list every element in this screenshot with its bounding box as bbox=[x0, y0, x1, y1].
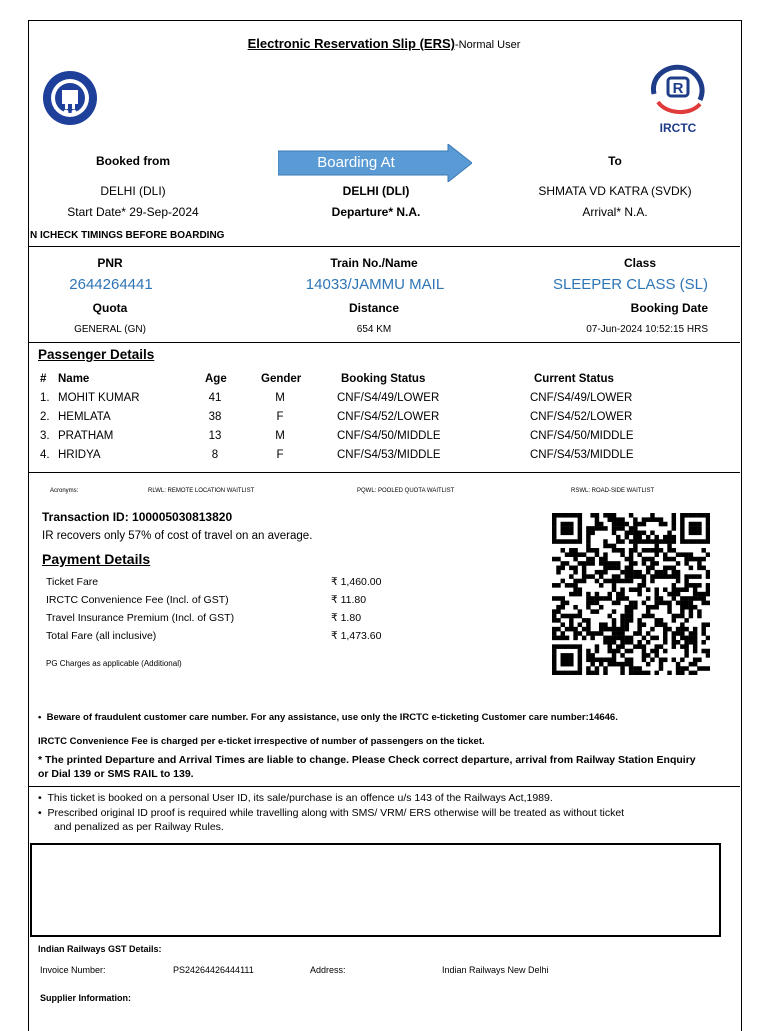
arrival-time: Arrival* N.A. bbox=[582, 205, 648, 219]
advertisement-box bbox=[30, 843, 721, 937]
passenger-age: 41 bbox=[208, 392, 222, 404]
address-label: Address: bbox=[310, 965, 346, 975]
invoice-number: PS24264426444111 bbox=[173, 965, 254, 975]
passenger-name: HEMLATA bbox=[58, 411, 111, 423]
passenger-current-status: CNF/S4/52/LOWER bbox=[530, 411, 633, 423]
booked-from-label: Booked from bbox=[95, 154, 170, 168]
class-value: SLEEPER CLASS (SL) bbox=[552, 276, 708, 293]
id-proof-text-line2: and penalized as per Railway Rules. bbox=[54, 821, 224, 833]
bullet-icon: • bbox=[38, 712, 47, 723]
passenger-name: PRATHAM bbox=[58, 430, 114, 442]
quota-label: Quota bbox=[92, 301, 128, 315]
ers-subtitle: -Normal User bbox=[454, 39, 521, 51]
check-timings-note: N ICHECK TIMINGS BEFORE BOARDING bbox=[30, 230, 225, 241]
passenger-name: MOHIT KUMAR bbox=[58, 392, 140, 404]
payment-label-convenience-fee: IRCTC Convenience Fee (Incl. of GST) bbox=[46, 594, 229, 606]
passenger-current-status: CNF/S4/50/MIDDLE bbox=[530, 430, 634, 442]
payment-amount-convenience-fee: ₹ 11.80 bbox=[331, 594, 367, 606]
times-notice-line1: * The printed Departure and Arrival Times are liable to change. Please Check correct departure, arrival from Railway Station Enquiry bbox=[38, 754, 696, 766]
acronym-rlwl: RLWL: REMOTE LOCATION WAITLIST bbox=[148, 488, 255, 494]
quota-value: GENERAL (GN) bbox=[74, 324, 146, 335]
passenger-no: 1. bbox=[40, 392, 50, 404]
divider bbox=[28, 472, 740, 473]
bullet-icon: • bbox=[38, 807, 48, 819]
payment-label-insurance: Travel Insurance Premium (Incl. of GST) bbox=[46, 612, 235, 624]
booking-date-label: Booking Date bbox=[630, 301, 708, 315]
irctc-logo-text: IRCTC bbox=[659, 121, 697, 135]
col-header-name: Name bbox=[58, 373, 90, 385]
col-header-no: # bbox=[40, 373, 47, 385]
acronym-rswl: RSWL: ROAD-SIDE WAITLIST bbox=[571, 488, 655, 494]
train-value: 14033/JAMMU MAIL bbox=[305, 276, 445, 293]
col-header-booking-status: Booking Status bbox=[341, 373, 426, 385]
passenger-no: 2. bbox=[40, 411, 50, 423]
to-station: SHMATA VD KATRA (SVDK) bbox=[538, 184, 692, 198]
col-header-age: Age bbox=[205, 373, 227, 385]
divider bbox=[28, 342, 740, 343]
passenger-name: HRIDYA bbox=[58, 449, 101, 461]
pnr-value: 2644264441 bbox=[69, 276, 153, 293]
train-label: Train No./Name bbox=[330, 256, 418, 270]
boarding-at-label: Boarding At bbox=[317, 154, 395, 171]
departure-time: Departure* N.A. bbox=[331, 205, 421, 219]
pg-charges-note: PG Charges as applicable (Additional) bbox=[46, 659, 182, 668]
divider bbox=[28, 246, 740, 247]
times-notice-line2: or Dial 139 or SMS RAIL to 139. bbox=[38, 768, 194, 780]
from-station: DELHI (DLI) bbox=[100, 184, 166, 198]
to-label: To bbox=[608, 154, 622, 168]
payment-label-total: Total Fare (all inclusive) bbox=[46, 630, 157, 642]
id-proof-text-line1: Prescribed original ID proof is required while travelling along with SMS/ VRM/ ERS otherwise will be treated as without ticket bbox=[47, 807, 625, 819]
personal-id-text: This ticket is booked on a personal User ID, its sale/purchase is an offence u/s 143 of the Railways Act,1989. bbox=[47, 792, 553, 804]
passenger-gender: F bbox=[276, 449, 284, 461]
indian-railways-logo bbox=[42, 70, 98, 126]
acronyms-label: Acronyms: bbox=[50, 488, 79, 494]
start-date: Start Date* 29-Sep-2024 bbox=[67, 205, 199, 219]
divider bbox=[28, 786, 740, 787]
passenger-gender: M bbox=[275, 430, 285, 442]
invoice-label: Invoice Number: bbox=[40, 965, 106, 975]
fraud-notice bbox=[38, 712, 618, 723]
personal-id-notice bbox=[38, 792, 553, 804]
recovery-note: IR recovers only 57% of cost of travel on an average. bbox=[42, 530, 313, 542]
passenger-booking-status: CNF/S4/50/MIDDLE bbox=[337, 430, 441, 442]
distance-value: 654 KM bbox=[356, 324, 392, 335]
irctc-logo bbox=[646, 60, 710, 136]
passenger-current-status: CNF/S4/49/LOWER bbox=[530, 392, 633, 404]
payment-details-title: Payment Details bbox=[42, 551, 151, 567]
svg-text:R: R bbox=[672, 80, 684, 97]
pnr-label: PNR bbox=[97, 256, 123, 270]
acronym-pqwl: PQWL: POOLED QUOTA WAITLIST bbox=[357, 488, 455, 494]
supplier-info-label: Supplier Information: bbox=[40, 993, 131, 1003]
passenger-booking-status: CNF/S4/53/MIDDLE bbox=[337, 449, 441, 461]
passenger-current-status: CNF/S4/53/MIDDLE bbox=[530, 449, 634, 461]
payment-amount-ticket-fare: ₹ 1,460.00 bbox=[331, 576, 382, 588]
fraud-notice-text: Beware of fraudulent customer care number. For any assistance, use only the IRCTC e-ticketing Customer care number:14646. bbox=[46, 712, 618, 723]
address-value: Indian Railways New Delhi bbox=[442, 965, 549, 975]
bullet-icon: • bbox=[38, 792, 48, 804]
passenger-booking-status: CNF/S4/49/LOWER bbox=[337, 392, 440, 404]
qr-code bbox=[552, 513, 710, 675]
gst-title: Indian Railways GST Details: bbox=[38, 944, 162, 954]
passenger-no: 3. bbox=[40, 430, 50, 442]
convenience-notice: IRCTC Convenience Fee is charged per e-ticket irrespective of number of passengers on the ticket. bbox=[38, 736, 485, 747]
ers-header bbox=[0, 36, 768, 51]
ers-title: Electronic Reservation Slip (ERS) bbox=[247, 36, 455, 51]
passenger-no: 4. bbox=[40, 449, 50, 461]
passenger-gender: F bbox=[276, 411, 284, 423]
payment-amount-total: ₹ 1,473.60 bbox=[331, 630, 382, 642]
boarding-station: DELHI (DLI) bbox=[342, 184, 410, 198]
passenger-age: 13 bbox=[208, 430, 222, 442]
booking-date-value: 07-Jun-2024 10:52:15 HRS bbox=[586, 324, 708, 335]
col-header-current-status: Current Status bbox=[534, 373, 614, 385]
distance-label: Distance bbox=[348, 301, 400, 315]
passenger-booking-status: CNF/S4/52/LOWER bbox=[337, 411, 440, 423]
transaction-id: Transaction ID: 100005030813820 bbox=[42, 510, 233, 524]
payment-label-ticket-fare: Ticket Fare bbox=[46, 576, 99, 588]
id-proof-notice bbox=[38, 807, 624, 819]
col-header-gender: Gender bbox=[261, 373, 302, 385]
class-label: Class bbox=[623, 256, 657, 270]
passenger-gender: M bbox=[275, 392, 285, 404]
passenger-age: 38 bbox=[208, 411, 222, 423]
passenger-age: 8 bbox=[211, 449, 219, 461]
passenger-details-title: Passenger Details bbox=[38, 347, 155, 362]
payment-amount-insurance: ₹ 1.80 bbox=[331, 612, 362, 624]
